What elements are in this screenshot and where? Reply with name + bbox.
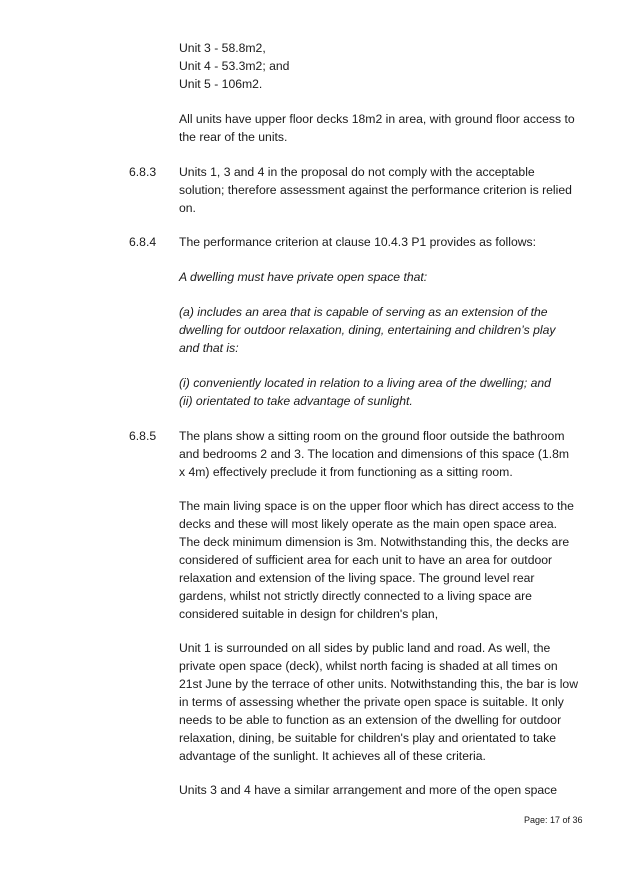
para-unit1-line: 21st June by the terrace of other units. Notwithstanding this, the bar is low <box>179 677 579 691</box>
unit-4-line: Unit 4 - 53.3m2; and <box>179 59 290 73</box>
section-6-8-5-line: and bedrooms 2 and 3. The location and dimensions of this space (1.8m <box>179 447 570 461</box>
para-main-living-line: decks and these will most likely operate as the main open space area. <box>179 517 558 531</box>
section-6-8-3-line: on. <box>179 201 196 215</box>
section-number-6-8-4: 6.8.4 <box>129 235 157 249</box>
para-main-living-line: The deck minimum dimension is 3m. Notwithstanding this, the decks are <box>179 535 570 549</box>
page-number: Page: 17 of 36 <box>524 815 583 825</box>
para-main-living-line: The main living space is on the upper floor which has direct access to the <box>179 499 574 513</box>
para-unit1-line: Unit 1 is surrounded on all sides by public land and road. As well, the <box>179 641 551 655</box>
quote-a-line: dwelling for outdoor relaxation, dining, entertaining and children’s play <box>179 323 556 337</box>
section-6-8-5-line: x 4m) effectively preclude it from functioning as a sitting room. <box>179 465 513 479</box>
para-units34-line: Units 3 and 4 have a similar arrangement and more of the open space <box>179 783 558 797</box>
para-unit1-line: advantage of the sunlight. It achieves all of these criteria. <box>179 749 486 763</box>
section-number-6-8-5: 6.8.5 <box>129 429 157 443</box>
section-6-8-5-line: The plans show a sitting room on the ground floor outside the bathroom <box>179 429 565 443</box>
para-unit1-line: private open space (deck), whilst north facing is shaded at all times on <box>179 659 558 673</box>
para-upper-decks-line: the rear of the units. <box>179 130 288 144</box>
section-number-6-8-3: 6.8.3 <box>129 165 157 179</box>
unit-5-line: Unit 5 - 106m2. <box>179 77 263 91</box>
section-6-8-3-line: Units 1, 3 and 4 in the proposal do not comply with the acceptable <box>179 165 535 179</box>
para-unit1-line: needs to be able to function as an extension of the dwelling for outdoor <box>179 713 562 727</box>
para-upper-decks-line: All units have upper floor decks 18m2 in area, with ground floor access to <box>179 112 575 126</box>
para-main-living-line: considered of sufficient area for each unit to have an area for outdoor <box>179 553 553 567</box>
quote-sub-line: (i) conveniently located in relation to a living area of the dwelling; and <box>179 376 551 390</box>
quote-a-line: and that is: <box>179 341 239 355</box>
para-main-living-line: considered suitable in design for children's plan, <box>179 607 439 621</box>
unit-3-line: Unit 3 - 58.8m2, <box>179 41 266 55</box>
para-unit1-line: in terms of assessing whether the private open space is suitable. It only <box>179 695 564 709</box>
para-main-living-line: gardens, whilst not strictly directly connected to a living space are <box>179 589 532 603</box>
para-main-living-line: relaxation and extension of the living space. The ground level rear <box>179 571 535 585</box>
quote-intro: A dwelling must have private open space that: <box>179 270 428 284</box>
quote-sub-line: (ii) orientated to take advantage of sunlight. <box>179 394 413 408</box>
section-6-8-4-line: The performance criterion at clause 10.4.3 P1 provides as follows: <box>179 235 537 249</box>
para-unit1-line: relaxation, dining, be suitable for children's play and orientated to take <box>179 731 556 745</box>
quote-a-line: (a) includes an area that is capable of serving as an extension of the <box>179 305 548 319</box>
section-6-8-3-line: solution; therefore assessment against the performance criterion is relied <box>179 183 572 197</box>
